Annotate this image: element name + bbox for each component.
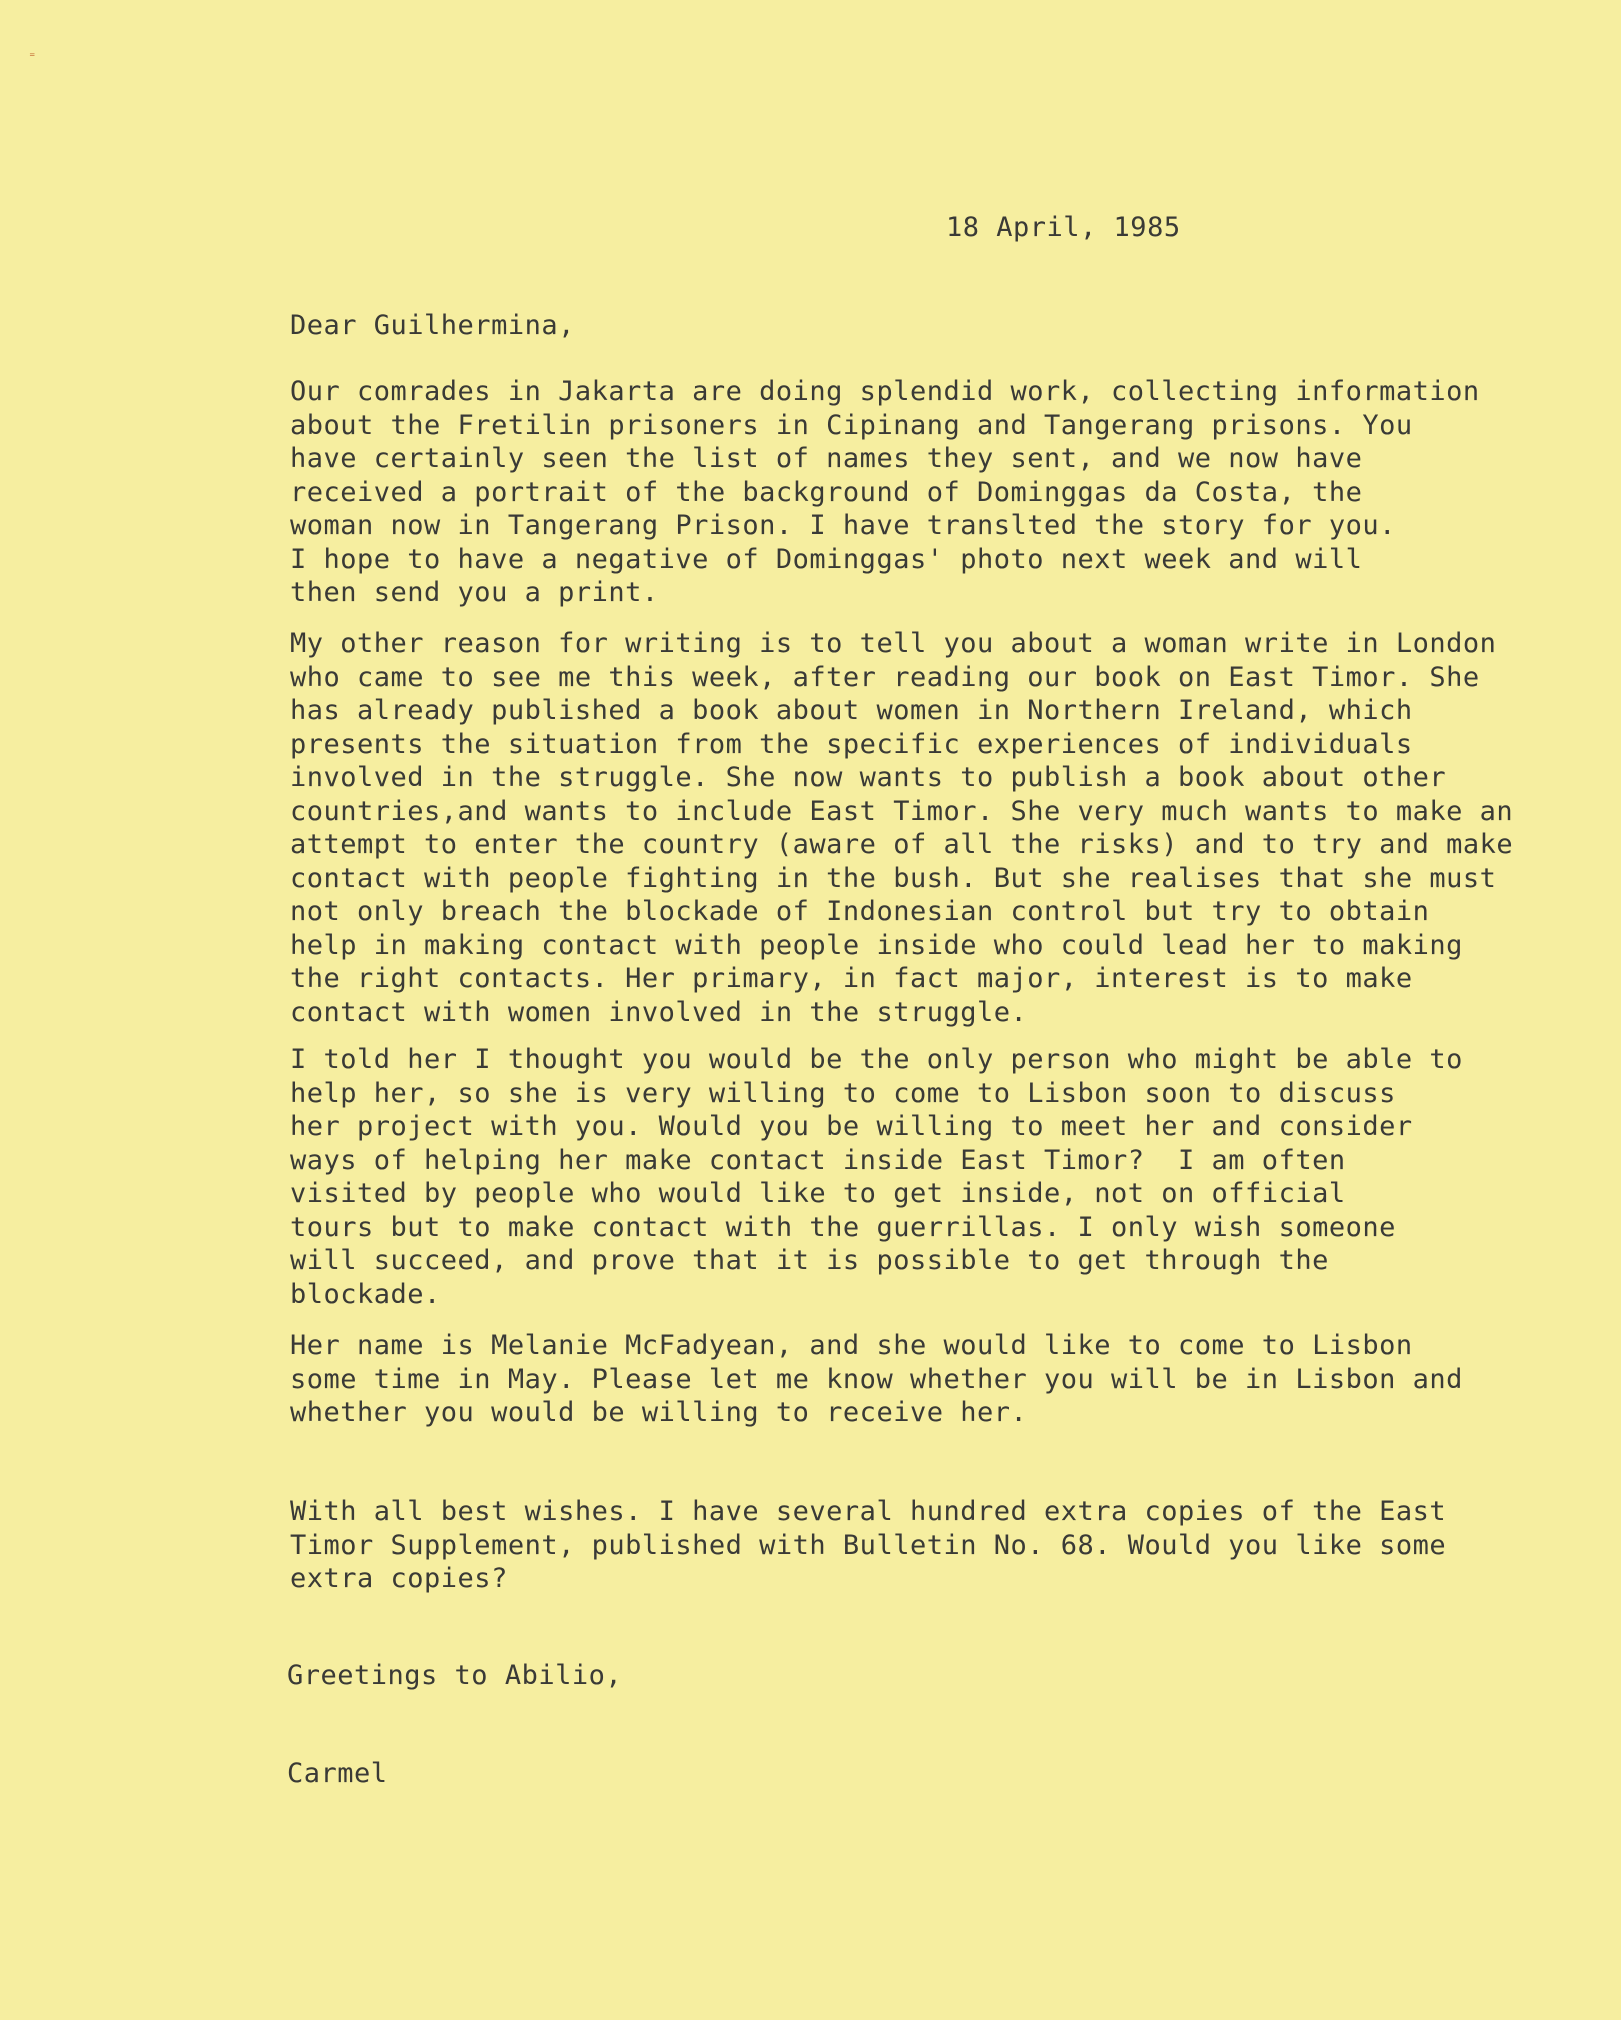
paragraph-supplement-copies: With all best wishes. I have several hundred extra copies of the East Timor Supplement, published with Bulletin No. 68. Would you like some extra copies? — [290, 1496, 1447, 1594]
letter-date: 18 April, 1985 — [946, 212, 1181, 243]
closing-greeting: Greetings to Abilio, — [287, 1660, 623, 1691]
stray-pen-mark: ₌ — [28, 45, 37, 61]
paragraph-writer-visit: My other reason for writing is to tell you about a woman write in London who came to see me this week, after reading our book on East Timor. She has already published a book about women in Northern Ireland, which presents the situation from the specific experiences of individuals involved in the struggle. She now wants to publish a book about other countries,and wants to include East Timor. She very much wants to make an attempt to enter the country (aware of all the risks) and to try and make contact with people fighting in the bush. But she realises that she must not only breach the blockade of Indonesian control but try to obtain help in making contact with people inside who could lead her to making the right contacts. Her primary, in fact major, interest is to make contact with women involved in the struggle. — [290, 628, 1514, 1028]
salutation: Dear Guilhermina, — [290, 310, 575, 341]
paragraph-name-and-visit: Her name is Melanie McFadyean, and she would like to come to Lisbon some time in May. Please let me know whether you will be in Lisbon and whether you would be willing to receive her. — [290, 1330, 1463, 1428]
signature: Carmel — [287, 1758, 388, 1789]
paragraph-request-help: I told her I thought you would be the only person who might be able to help her, so she is very willing to come to Lisbon soon to discuss her project with you. Would you be willing to meet her and consider ways of helping her make contact inside East Timor? I am often visited by people who would like to get inside, not on official tours but to make contact with the guerrillas. I only wish someone will succeed, and prove that it is possible to get through the blockade. — [290, 1044, 1463, 1310]
paragraph-prisoners: Our comrades in Jakarta are doing splendid work, collecting information about the Fretilin prisoners in Cipinang and Tangerang prisons. You have certainly seen the list of names they sent, and we now have received a portrait of the background of Dominggas da Costa, the woman now in Tangerang Prison. I have translted the story for you. I hope to have a negative of Dominggas' photo next week and will then send you a print. — [290, 376, 1480, 608]
